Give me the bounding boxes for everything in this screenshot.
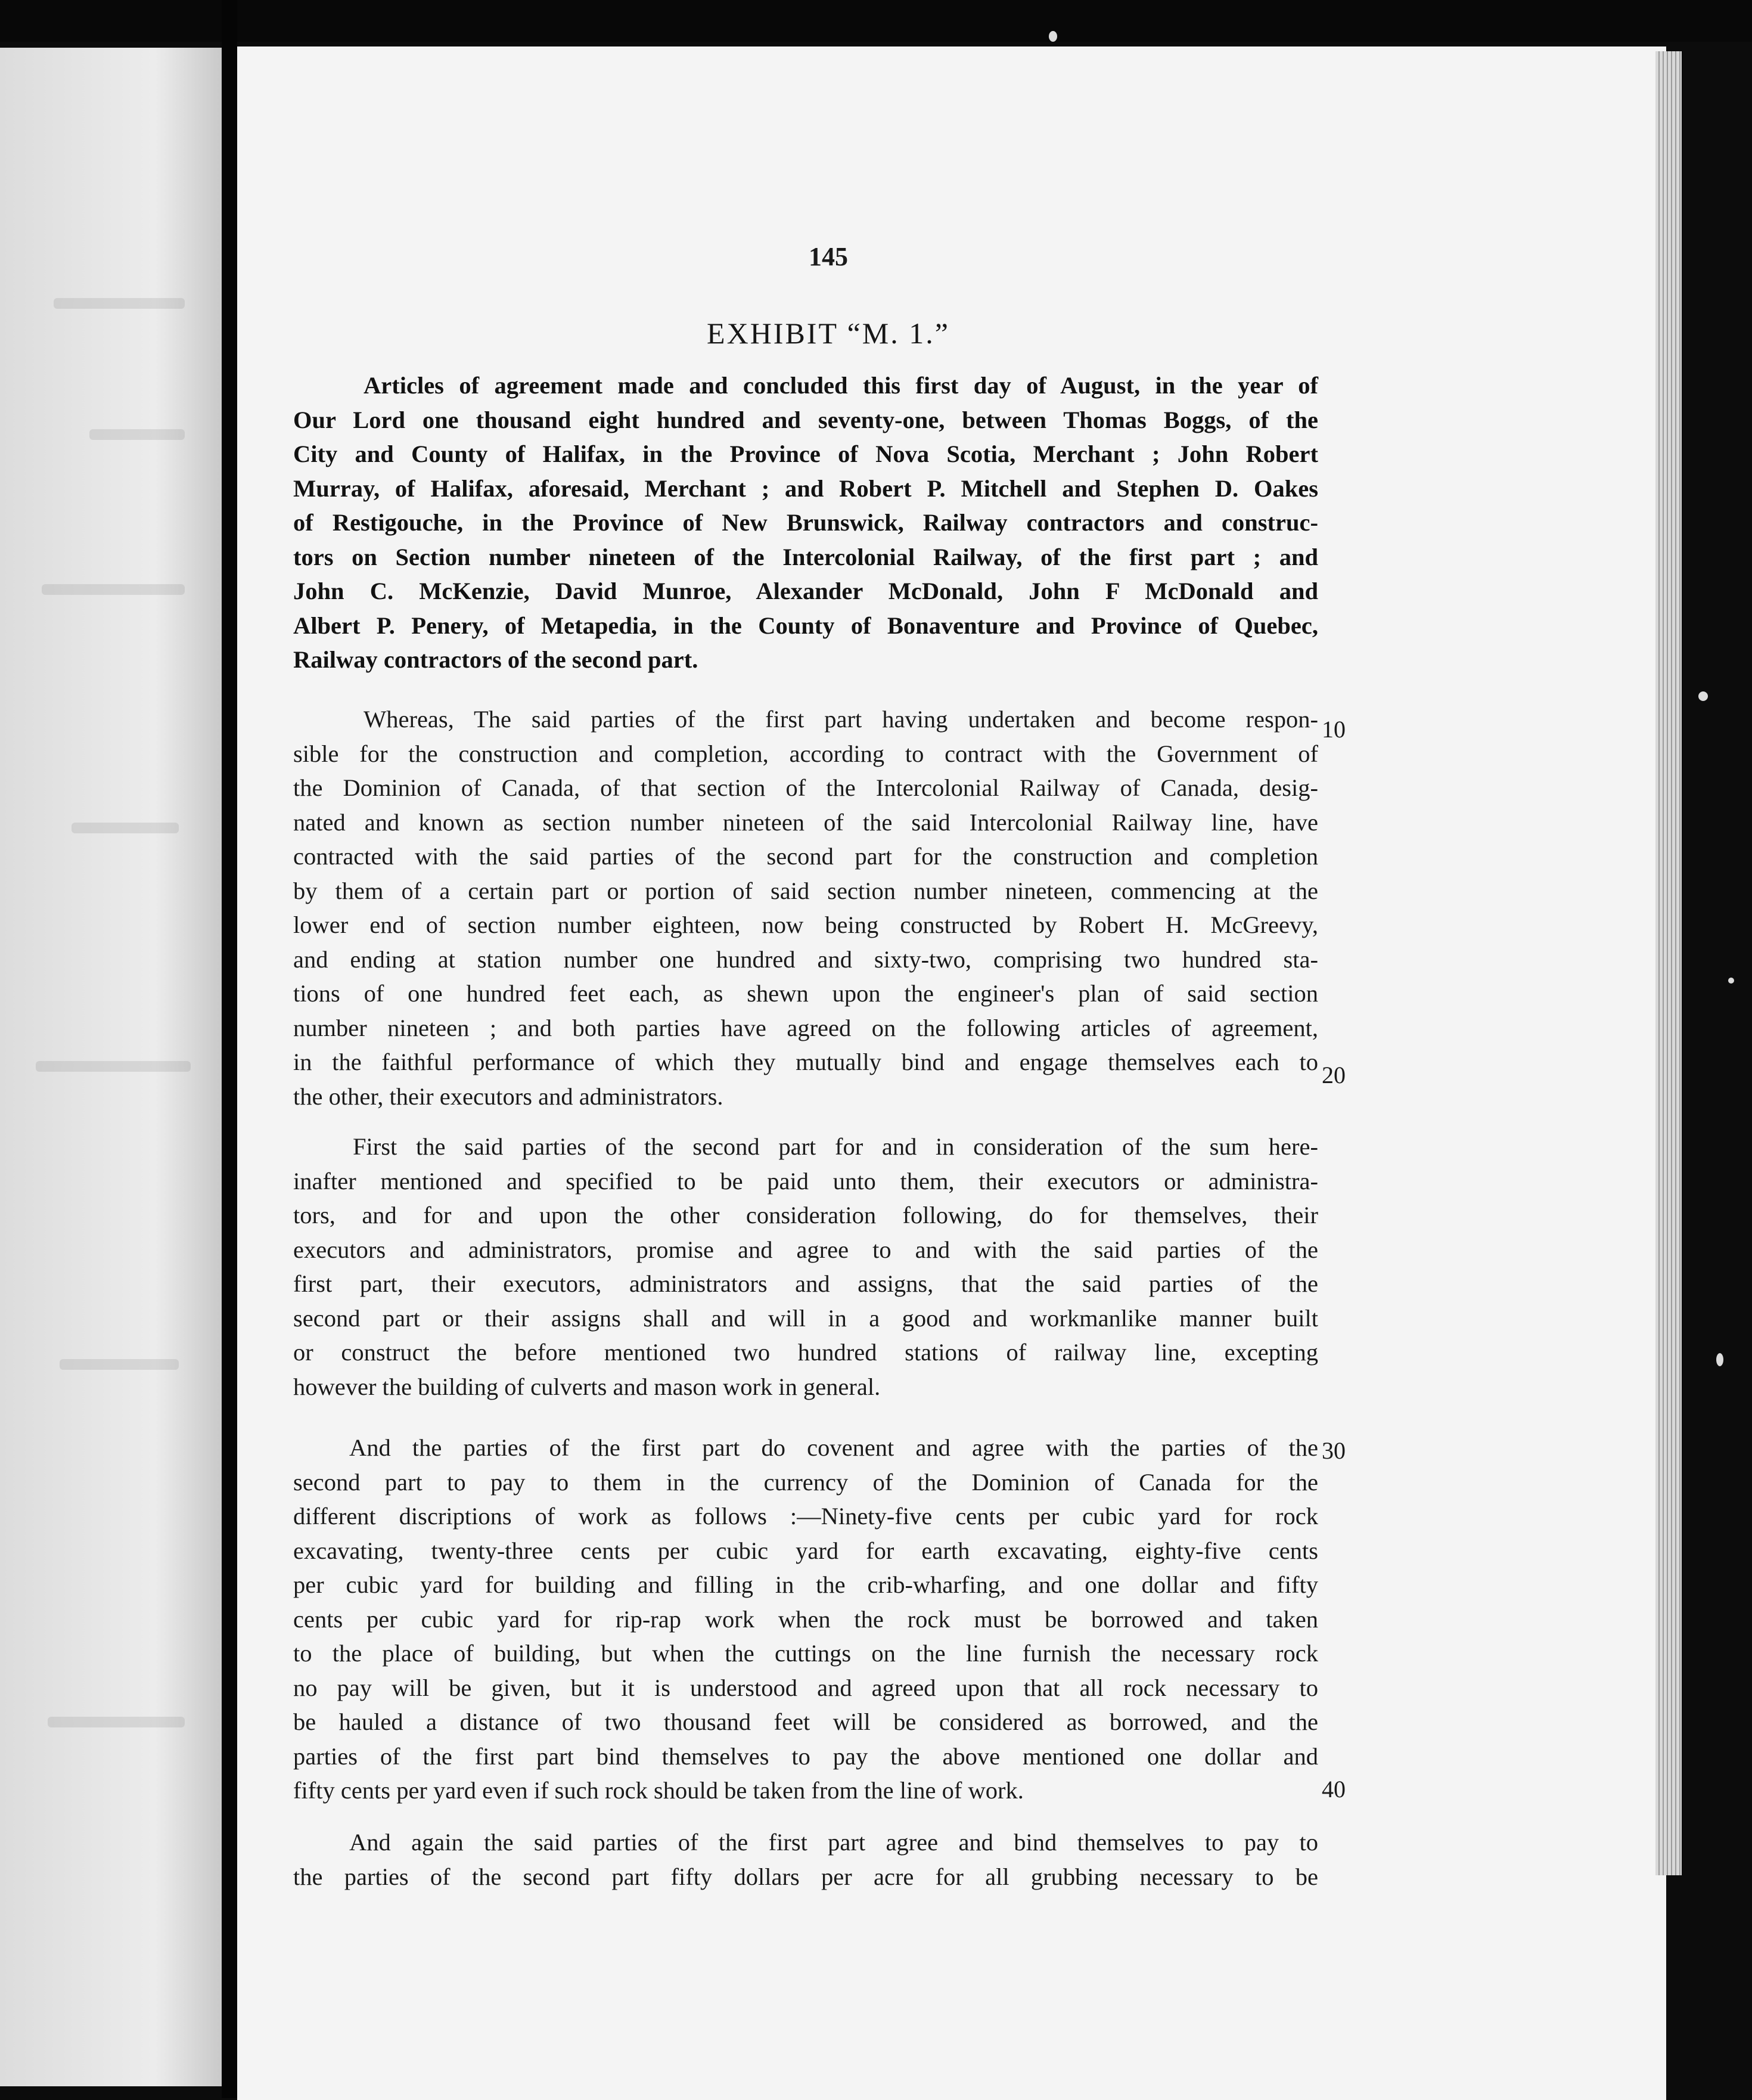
book-gutter bbox=[222, 0, 237, 2098]
film-speck bbox=[1728, 978, 1734, 984]
text-line: parties of the first part bind themselves to pay the above mentioned one dollar and bbox=[293, 1742, 1318, 1770]
text-line: Our Lord one thousand eight hundred and seventy-one, between Thomas Boggs, of the bbox=[293, 406, 1318, 433]
text-line: however the building of culverts and mason work in general. bbox=[293, 1373, 881, 1400]
text-line: Whereas, The said parties of the first part having undertaken and become respon- bbox=[364, 706, 1318, 733]
text-line: per cubic yard for building and filling in the crib-wharfing, and one dollar and fifty bbox=[293, 1571, 1318, 1598]
text-line: the parties of the second part fifty dollars per acre for all grubbing necessary to be bbox=[293, 1863, 1318, 1890]
text-line: executors and administrators, promise and agree to and with the said parties of the bbox=[293, 1236, 1318, 1263]
text-line: And the parties of the first part do covenent and agree with the parties of the bbox=[349, 1434, 1318, 1461]
paragraph-grubbing bbox=[293, 1825, 1318, 1894]
text-line: the Dominion of Canada, of that section of the Intercolonial Railway of Canada, desig- bbox=[293, 774, 1318, 801]
facing-page-edge bbox=[0, 48, 222, 2086]
paragraph-first bbox=[293, 1130, 1318, 1404]
text-line: contracted with the said parties of the second part for the construction and completion bbox=[293, 843, 1318, 870]
text-line: tors, and for and upon the other consideration following, do for themselves, their bbox=[293, 1202, 1318, 1229]
text-line: John C. McKenzie, David Munroe, Alexander McDonald, John F McDonald and bbox=[293, 578, 1318, 604]
text-line: by them of a certain part or portion of said section number nineteen, commencing at the bbox=[293, 877, 1318, 904]
text-line: Murray, of Halifax, aforesaid, Merchant ; and Robert P. Mitchell and Stephen D. Oakes bbox=[293, 474, 1318, 502]
film-speck bbox=[1049, 31, 1057, 42]
exhibit-title: EXHIBIT “M. 1.” bbox=[707, 317, 950, 350]
text-line: second part to pay to them in the currency of the Dominion of Canada for the bbox=[293, 1468, 1318, 1496]
text-line: inafter mentioned and specified to be paid unto them, their executors or administra- bbox=[293, 1167, 1318, 1195]
paragraph-payment-rates bbox=[293, 1431, 1318, 1808]
text-line: tors on Section number nineteen of the Intercolonial Railway, of the first part ; and bbox=[293, 543, 1318, 570]
text-line: of Restigouche, in the Province of New Brunswick, Railway contractors and construc- bbox=[293, 509, 1318, 536]
page-number: 145 bbox=[809, 242, 848, 271]
text-line: First the said parties of the second part for and in consideration of the sum here- bbox=[353, 1133, 1318, 1160]
text-line: City and County of Halifax, in the Province of Nova Scotia, Merchant ; John Robert bbox=[293, 441, 1318, 467]
margin-line-number: 20 bbox=[1322, 1062, 1346, 1088]
text-line: no pay will be given, but it is understood and agreed upon that all rock necessary to bbox=[293, 1674, 1318, 1701]
text-line: nated and known as section number nineteen of the said Intercolonial Railway line, have bbox=[293, 808, 1318, 836]
text-line: first part, their executors, administrators and assigns, that the said parties of the bbox=[293, 1270, 1318, 1297]
text-line: tions of one hundred feet each, as shewn upon the engineer's plan of said section bbox=[293, 980, 1318, 1007]
margin-line-number: 40 bbox=[1322, 1776, 1346, 1803]
text-line: the other, their executors and administrators. bbox=[293, 1082, 723, 1110]
text-line: be hauled a distance of two thousand feet will be considered as borrowed, and the bbox=[293, 1708, 1318, 1735]
text-line: lower end of section number eighteen, now being constructed by Robert H. McGreevy, bbox=[293, 911, 1318, 938]
margin-line-number: 10 bbox=[1322, 716, 1346, 743]
margin-line-number: 30 bbox=[1322, 1437, 1346, 1464]
text-line: and ending at station number one hundred and sixty-two, comprising two hundred sta- bbox=[293, 945, 1318, 973]
text-line: or construct the before mentioned two hundred stations of railway line, excepting bbox=[293, 1339, 1318, 1366]
text-line: fifty cents per yard even if such rock should be taken from the line of work. bbox=[293, 1777, 1024, 1804]
text-line: number nineteen ; and both parties have agreed on the following articles of agreement, bbox=[293, 1014, 1318, 1041]
paragraph-whereas bbox=[293, 702, 1318, 1113]
text-line: Articles of agreement made and concluded this first day of August, in the year of bbox=[364, 372, 1318, 399]
text-line: Railway contractors of the second part. bbox=[293, 646, 698, 673]
text-line: different discriptions of work as follows :—Ninety-five cents per cubic yard for rock bbox=[293, 1503, 1318, 1530]
film-edge bbox=[0, 0, 1752, 42]
film-speck bbox=[1698, 691, 1708, 701]
text-line: sible for the construction and completion, according to contract with the Government of bbox=[293, 740, 1318, 767]
paragraph-preamble bbox=[293, 368, 1318, 677]
text-line: in the faithful performance of which they mutually bind and engage themselves each to bbox=[293, 1049, 1318, 1075]
film-speck bbox=[1716, 1353, 1723, 1366]
text-line: to the place of building, but when the cuttings on the line furnish the necessary rock bbox=[293, 1640, 1318, 1667]
text-line: cents per cubic yard for rip-rap work when the rock must be borrowed and taken bbox=[293, 1605, 1318, 1633]
text-line: second part or their assigns shall and will in a good and workmanlike manner built bbox=[293, 1304, 1318, 1332]
text-line: excavating, twenty-three cents per cubic yard for earth excavating, eighty-five cents bbox=[293, 1537, 1318, 1564]
text-line: And again the said parties of the first part agree and bind themselves to pay to bbox=[349, 1829, 1318, 1856]
page-stack-edge bbox=[1655, 51, 1682, 1875]
text-line: Albert P. Penery, of Metapedia, in the County of Bonaventure and Province of Quebec, bbox=[293, 612, 1318, 639]
